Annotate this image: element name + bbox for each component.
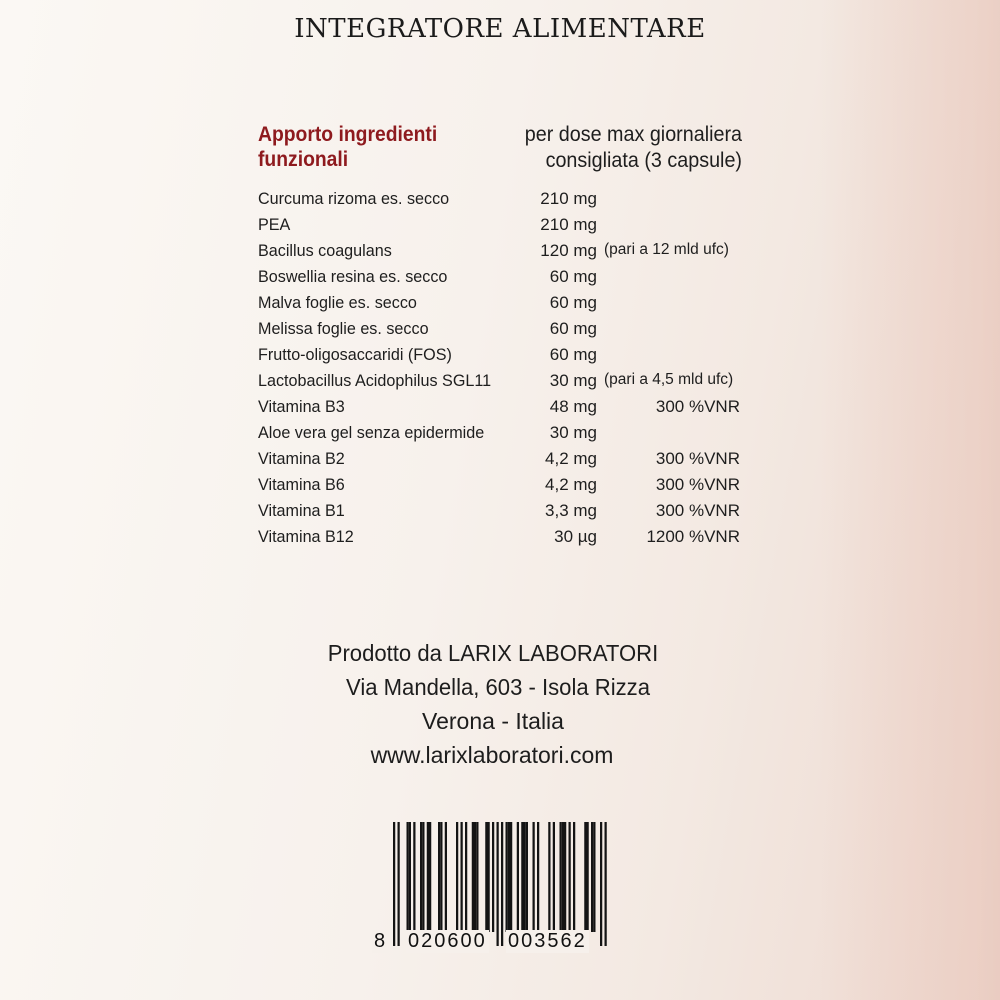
ingredient-name: Vitamina B12 [258,527,354,546]
barcode-bar [440,822,442,932]
ingredient-name: Vitamina B1 [258,501,345,520]
ingredient-note: (pari a 4,5 mld ufc) [604,371,734,388]
ingredient-name: Boswellia resina es. secco [258,267,448,286]
dose-heading [486,122,742,174]
ingredient-name: Lactobacillus Acidophilus SGL11 [258,371,492,390]
barcode-bar [564,822,566,932]
ingredient-row [0,238,1000,264]
ingredient-row [0,420,1000,446]
barcode-bar [427,822,429,932]
barcode-bar [476,822,478,932]
barcode-bar [474,822,476,932]
ingredient-row [0,290,1000,316]
ingredient-amount: 60 mg [549,267,597,286]
barcode-bar [407,822,409,932]
ingredient-vnr: 1200 %VNR [646,527,740,546]
manufacturer-address: Via Mandella, 603 - Isola Rizza [346,674,650,700]
ingredient-amount: 120 mg [540,241,597,260]
barcode-bar [465,822,467,932]
ingredient-row [0,394,1000,420]
ingredient-name: Vitamina B6 [258,475,345,494]
barcode-bar [591,822,593,932]
barcode-bar [521,822,523,932]
barcode-bar [429,822,431,932]
ingredient-amount: 48 mg [549,397,597,416]
barcode-bar [584,822,586,932]
ingredient-name: Malva foglie es. secco [258,293,417,312]
ean-barcode [372,822,618,962]
barcode-bar [510,822,512,932]
barcode-bar [438,822,440,932]
barcode-bar [409,822,411,932]
barcode-bar [472,822,474,932]
barcode-bar [569,822,571,932]
ingredient-amount: 4,2 mg [545,449,597,468]
barcode-bar [593,822,595,932]
ingredient-row [0,472,1000,498]
ingredient-name: Aloe vera gel senza epidermide [258,423,485,442]
ingredient-row [0,212,1000,238]
barcode-bar [506,822,508,932]
ingredient-name: Bacillus coagulans [258,241,392,260]
barcode-digits-right: 003562 [508,930,587,952]
ingredient-vnr: 300 %VNR [655,397,740,416]
ingredient-row [0,342,1000,368]
ingredient-name: Vitamina B3 [258,397,345,416]
manufacturer-website: www.larixlaboratori.com [370,742,614,768]
barcode-bar [445,822,447,932]
manufacturer-block [0,636,1000,772]
ingredient-amount: 60 mg [549,345,597,364]
barcode-bar [533,822,535,932]
ingredient-amount: 3,3 mg [545,501,597,520]
ingredient-amount: 60 mg [549,293,597,312]
barcode-guard-bar [398,822,400,946]
ingredient-vnr: 300 %VNR [655,501,740,520]
barcode-bar [485,822,487,932]
barcode-bar [524,822,526,932]
barcode-bar [517,822,519,932]
barcode-guard-bar [600,822,602,946]
manufacturer-city: Verona - Italia [422,708,564,734]
barcode-bar [537,822,539,932]
barcode-bar [413,822,415,932]
ingredient-amount: 30 mg [549,423,597,442]
barcode-bar [526,822,528,932]
ingredient-amount: 30 mg [549,371,597,390]
ingredient-row [0,524,1000,550]
barcode-bar [560,822,562,932]
ingredient-amount: 210 mg [540,215,597,234]
barcode-bar [488,822,490,932]
ingredient-row [0,264,1000,290]
ingredient-amount: 4,2 mg [545,475,597,494]
barcode-guard-bar [497,822,499,946]
barcode-guard-bar [501,822,503,946]
dose-heading-line1: per dose max giornaliera [524,123,742,146]
barcode-bar [587,822,589,932]
ingredient-name: Curcuma rizoma es. secco [258,189,450,208]
barcode-digits-left: 020600 [408,930,487,952]
barcode-bar [422,822,424,932]
ingredient-row [0,186,1000,212]
barcode-bar [461,822,463,932]
ingredient-amount: 60 mg [549,319,597,338]
ingredient-name: Vitamina B2 [258,449,345,468]
barcode-bar [548,822,550,932]
barcode-guard-bar [605,822,607,946]
ingredient-note: (pari a 12 mld ufc) [604,241,729,258]
barcode-bar [508,822,510,932]
label-title: INTEGRATORE ALIMENTARE [294,14,706,44]
ingredient-row [0,316,1000,342]
functional-ingredients-heading: Apporto ingredienti funzionali [258,123,438,171]
barcode-bar [573,822,575,932]
dose-heading-line2: consigliata (3 capsule) [545,149,742,172]
barcode-bar [562,822,564,932]
ingredient-row [0,498,1000,524]
barcode-bar [492,822,494,932]
barcode-guard-bar [393,822,395,946]
ingredient-name: Melissa foglie es. secco [258,319,429,338]
ingredient-name: PEA [258,215,291,234]
ingredient-row [0,368,1000,394]
ingredient-vnr: 300 %VNR [655,475,740,494]
barcode-bar [456,822,458,932]
barcode-bar [553,822,555,932]
ingredient-vnr: 300 %VNR [655,449,740,468]
ingredient-amount: 30 µg [554,527,597,546]
ingredient-amount: 210 mg [540,189,597,208]
ingredient-row [0,446,1000,472]
manufacturer-name: Prodotto da LARIX LABORATORI [327,640,659,666]
ingredient-name: Frutto-oligosaccaridi (FOS) [258,345,452,364]
barcode-bar [420,822,422,932]
barcode-digit-first: 8 [374,930,388,952]
